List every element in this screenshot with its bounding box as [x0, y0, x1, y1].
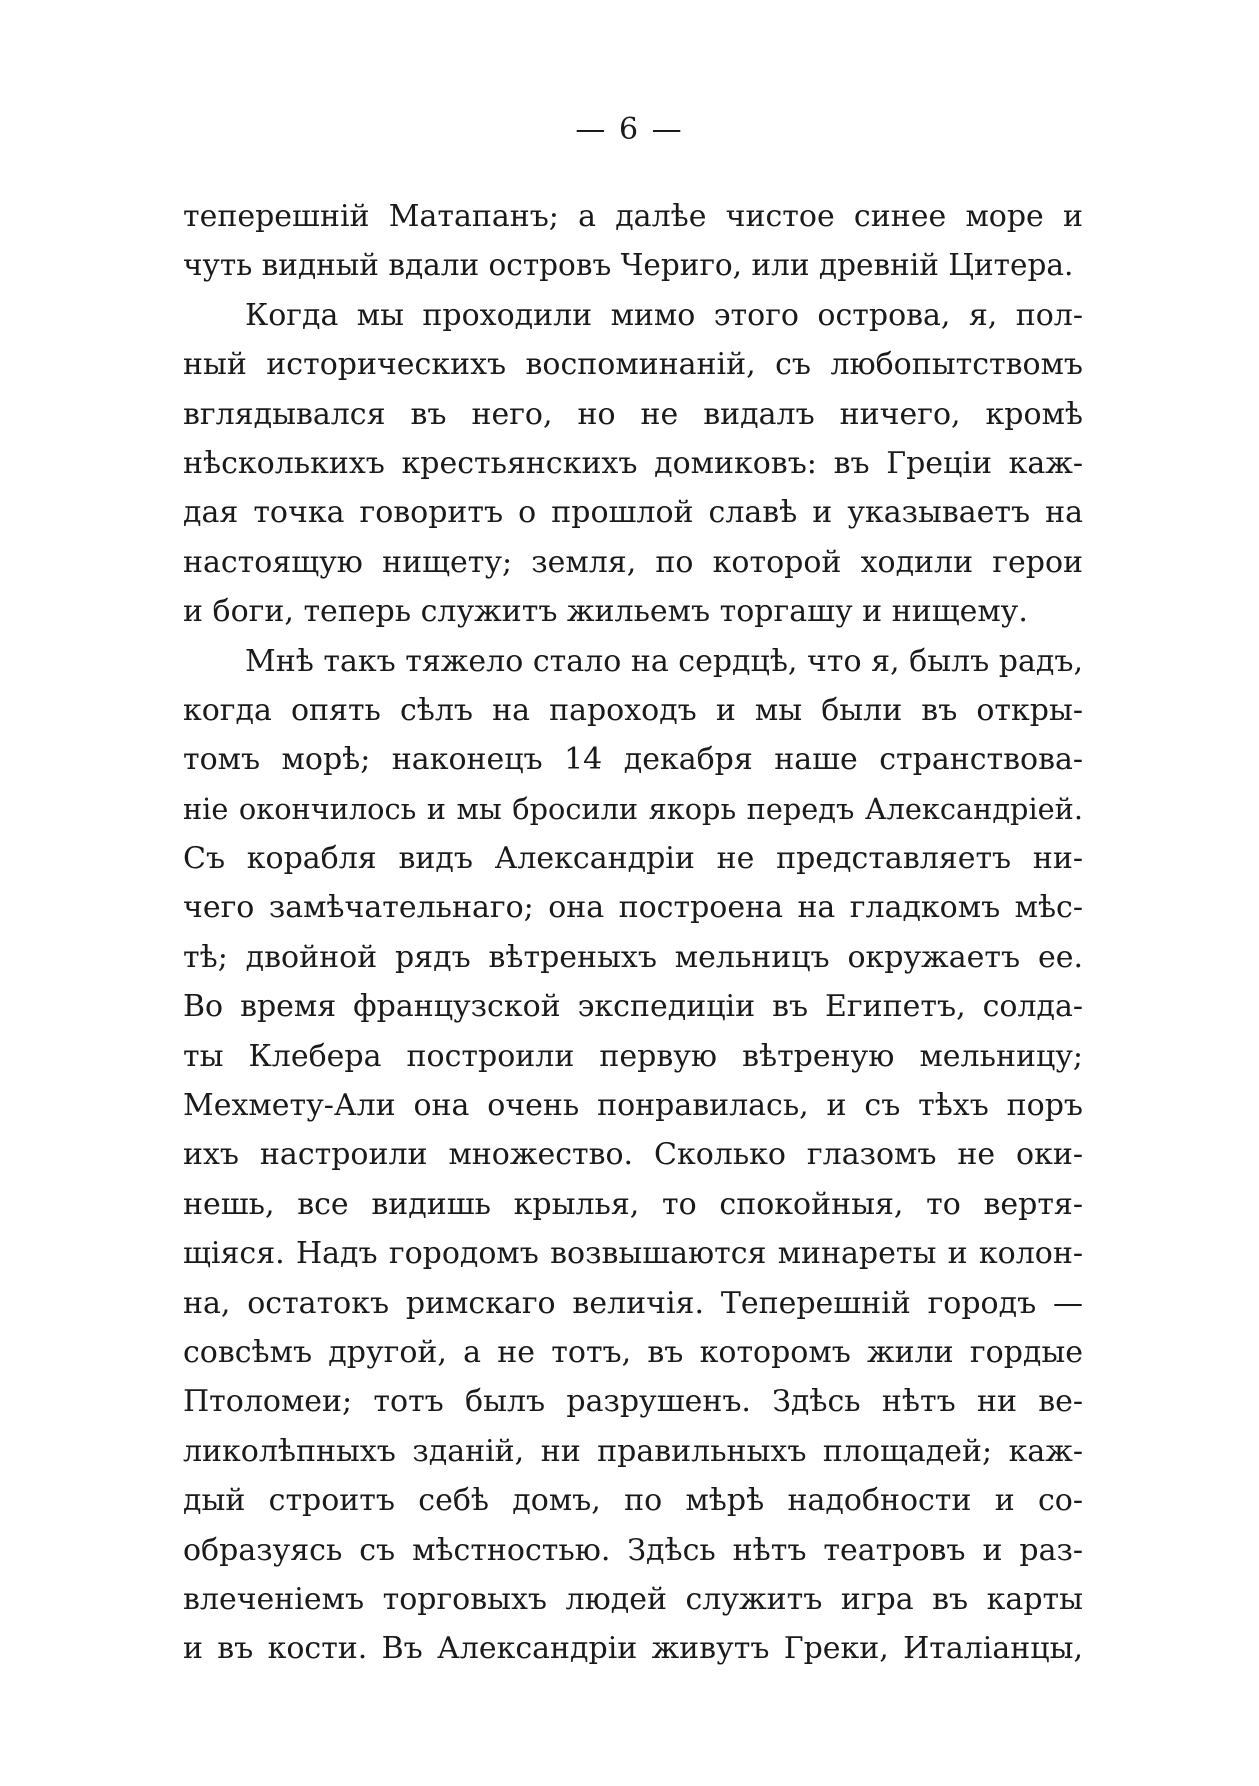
text-line: теперешній Матапанъ; а далѣе чистое синее море и	[183, 199, 1083, 234]
text-line: ный историческихъ воспоминаній, съ любопытствомъ	[183, 347, 1083, 383]
text-line: Съ корабля видъ Александріи не представляетъ ни-	[183, 841, 1083, 877]
text-line: Мехмету-Али она очень понравилась, и съ тѣхъ поръ	[183, 1088, 1083, 1124]
text-line: совсѣмъ другой, а не тотъ, въ которомъ жили гордые	[183, 1334, 1083, 1370]
text-line: вглядывался въ него, но не видалъ ничего, кромѣ	[183, 396, 1083, 432]
text-line: ихъ настроили множество. Сколько глазомъ не оки-	[183, 1137, 1083, 1173]
text-line: ты Клебера построили первую вѣтреную мельницу;	[183, 1038, 1083, 1074]
text-line: настоящую нищету; земля, по которой ходили герои	[183, 544, 1083, 580]
text-line: чего замѣчательнаго; она построена на гладкомъ мѣс-	[183, 890, 1083, 926]
text-line: Когда мы проходили мимо этого острова, я, пол-	[245, 297, 1083, 333]
text-line: и въ кости. Въ Александріи живутъ Греки, Италіанцы,	[183, 1631, 1083, 1667]
text-line: дый строитъ себѣ домъ, по мѣрѣ надобности и со-	[183, 1483, 1083, 1519]
text-line: томъ морѣ; наконецъ 14 декабря наше странствова-	[183, 742, 1083, 778]
page-number: — 6 —	[575, 112, 684, 147]
body-text	[183, 192, 1083, 1674]
text-line: Во время французской экспедиціи въ Египетъ, солда-	[183, 989, 1083, 1025]
text-line: ніе окончилось и мы бросили якорь передъ Александріей.	[183, 791, 1083, 826]
text-line: нешь, все видишь крылья, то спокойныя, то вертя-	[183, 1186, 1083, 1222]
text-line: чуть видный вдали островъ Чериго, или древній Цитера.	[183, 248, 1074, 283]
text-line: Птоломеи; тотъ былъ разрушенъ. Здѣсь нѣтъ ни ве-	[183, 1384, 1083, 1420]
text-line: на, остатокъ римскаго величія. Теперешній городъ —	[183, 1285, 1083, 1321]
text-line: нѣсколькихъ крестьянскихъ домиковъ: въ Греціи каж-	[183, 445, 1083, 481]
text-line: Мнѣ такъ тяжело стало на сердцѣ, что я, былъ радъ,	[245, 643, 1083, 679]
text-line: когда опять сѣлъ на пароходъ и мы были въ откры-	[183, 692, 1083, 728]
text-line: ликолѣпныхъ зданій, ни правильныхъ площадей; каж-	[183, 1433, 1083, 1469]
text-line: щіяся. Надъ городомъ возвышаются минареты и колон-	[183, 1236, 1083, 1272]
text-line: тѣ; двойной рядъ вѣтреныхъ мельницъ окружаетъ ее.	[183, 939, 1083, 975]
text-line: влеченіемъ торговыхъ людей служитъ игра въ карты	[183, 1581, 1083, 1617]
text-line: дая точка говоритъ о прошлой славѣ и указываетъ на	[183, 495, 1083, 531]
text-line: образуясь съ мѣстностью. Здѣсь нѣтъ театровъ и раз-	[183, 1532, 1083, 1568]
text-line: и боги, теперь служитъ жильемъ торгашу и нищему.	[183, 594, 1028, 630]
